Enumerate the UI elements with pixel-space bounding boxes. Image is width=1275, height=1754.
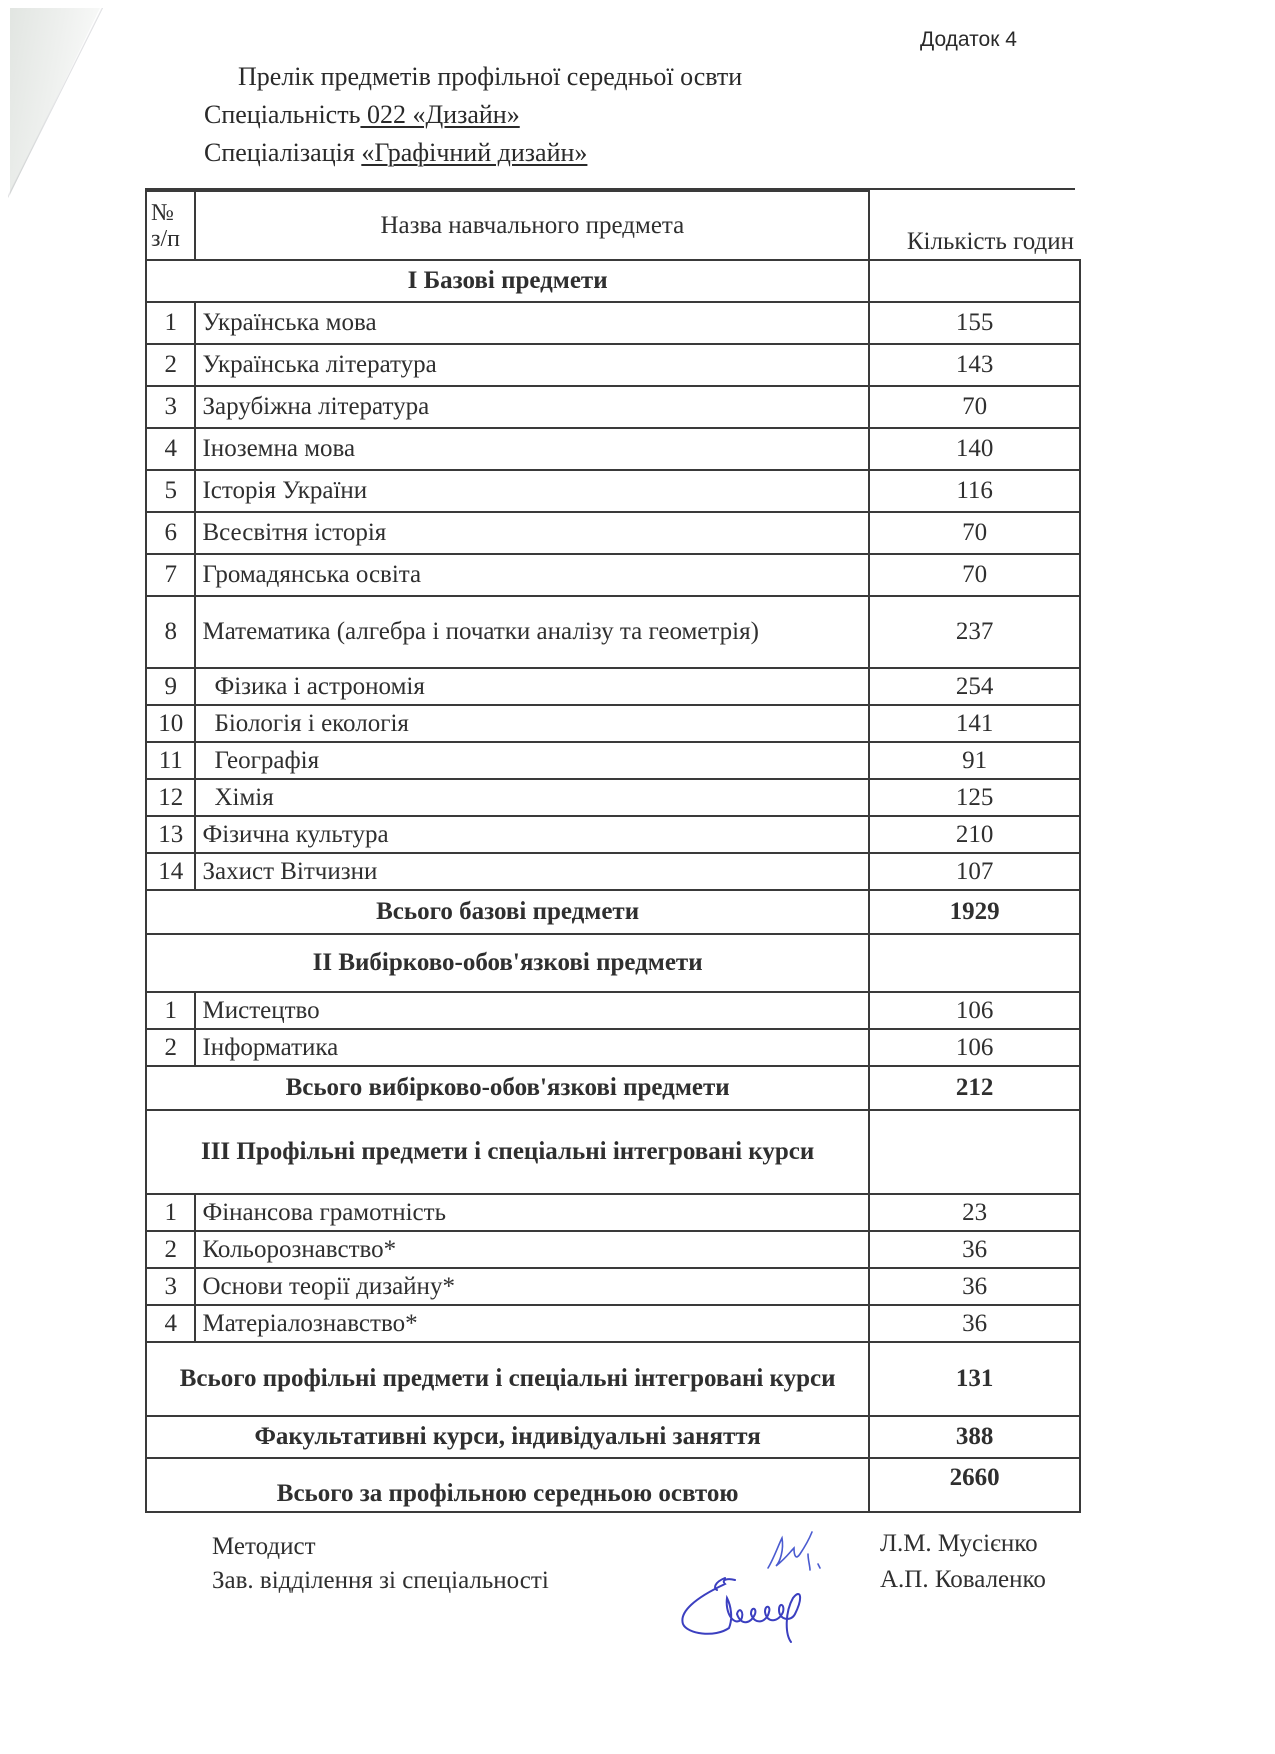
header-hours: Кількість годин bbox=[869, 191, 1080, 260]
document-title: Прелік предметів профільної середньої освти bbox=[238, 62, 743, 91]
row-hours: 23 bbox=[869, 1194, 1080, 1231]
row-subject: Громадянська освіта bbox=[195, 554, 869, 596]
table-row bbox=[146, 705, 1080, 742]
section-total-label: Всього базові предмети bbox=[146, 890, 869, 934]
specialization-label: Спеціалізація bbox=[204, 138, 362, 167]
row-subject: Іноземна мова bbox=[195, 428, 869, 470]
table-row bbox=[146, 386, 1080, 428]
row-number: 4 bbox=[146, 1305, 195, 1342]
section-title: ІІІ Профільні предмети і спеціальні інтегровані курси bbox=[146, 1110, 869, 1194]
row-hours: 237 bbox=[869, 596, 1080, 668]
row-hours: 155 bbox=[869, 302, 1080, 344]
row-number: 3 bbox=[146, 1268, 195, 1305]
section-total-row bbox=[146, 1066, 1080, 1110]
section-hours-empty bbox=[869, 934, 1080, 992]
row-subject: Захист Вітчизни bbox=[195, 853, 869, 890]
table-row bbox=[146, 1268, 1080, 1305]
header-subject-name: Назва навчального предмета bbox=[195, 191, 869, 260]
row-number: 13 bbox=[146, 816, 195, 853]
row-number: 2 bbox=[146, 1231, 195, 1268]
header-number-line1: № bbox=[151, 199, 174, 226]
section-header-row bbox=[146, 260, 1080, 302]
signatory-name-musiienko: Л.М. Мусієнко bbox=[880, 1530, 1038, 1557]
table-row bbox=[146, 344, 1080, 386]
table-row bbox=[146, 992, 1080, 1029]
row-hours: 116 bbox=[869, 470, 1080, 512]
electives-label: Факультативні курси, індивідуальні заняття bbox=[146, 1416, 869, 1458]
section-hours-empty bbox=[869, 260, 1080, 302]
row-hours: 70 bbox=[869, 512, 1080, 554]
signatory-role-methodist: Методист bbox=[212, 1533, 316, 1560]
row-subject: Фізика і астрономія bbox=[195, 668, 869, 705]
table-row bbox=[146, 742, 1080, 779]
row-number: 14 bbox=[146, 853, 195, 890]
signature-icon bbox=[675, 1568, 825, 1648]
section-total-row bbox=[146, 890, 1080, 934]
row-number: 1 bbox=[146, 302, 195, 344]
table-row bbox=[146, 470, 1080, 512]
row-number: 10 bbox=[146, 705, 195, 742]
section-header-row bbox=[146, 1110, 1080, 1194]
row-subject: Українська мова bbox=[195, 302, 869, 344]
grand-total-label: Всього за профільною середньою освтою bbox=[146, 1458, 869, 1512]
table-header-row bbox=[146, 191, 1080, 260]
row-number: 1 bbox=[146, 992, 195, 1029]
row-hours: 91 bbox=[869, 742, 1080, 779]
row-number: 12 bbox=[146, 779, 195, 816]
table-row bbox=[146, 853, 1080, 890]
table-row bbox=[146, 1305, 1080, 1342]
row-hours: 36 bbox=[869, 1305, 1080, 1342]
row-subject: Зарубіжна література bbox=[195, 386, 869, 428]
table-row bbox=[146, 1029, 1080, 1066]
row-number: 1 bbox=[146, 1194, 195, 1231]
row-subject: Історія України bbox=[195, 470, 869, 512]
electives-hours: 388 bbox=[869, 1416, 1080, 1458]
row-hours: 140 bbox=[869, 428, 1080, 470]
row-hours: 254 bbox=[869, 668, 1080, 705]
table-row bbox=[146, 512, 1080, 554]
row-hours: 106 bbox=[869, 1029, 1080, 1066]
row-number: 5 bbox=[146, 470, 195, 512]
row-subject: Матеріалознавство* bbox=[195, 1305, 869, 1342]
specialty-label: Спеціальність bbox=[204, 100, 361, 129]
row-hours: 107 bbox=[869, 853, 1080, 890]
table-row bbox=[146, 596, 1080, 668]
table-row bbox=[146, 428, 1080, 470]
row-hours: 125 bbox=[869, 779, 1080, 816]
row-number: 8 bbox=[146, 596, 195, 668]
row-subject: Всесвітня історія bbox=[195, 512, 869, 554]
section-header-row bbox=[146, 934, 1080, 992]
section-title: ІІ Вибірково-обов'язкові предмети bbox=[146, 934, 869, 992]
table-row bbox=[146, 1231, 1080, 1268]
section-total-hours: 212 bbox=[869, 1066, 1080, 1110]
section-total-row bbox=[146, 1342, 1080, 1416]
section-title: І Базові предмети bbox=[146, 260, 869, 302]
specialization-value: «Графічний дизайн» bbox=[361, 138, 588, 167]
row-subject: Фінансова грамотність bbox=[195, 1194, 869, 1231]
row-hours: 36 bbox=[869, 1231, 1080, 1268]
header-number bbox=[146, 191, 195, 260]
row-subject: Українська література bbox=[195, 344, 869, 386]
row-number: 3 bbox=[146, 386, 195, 428]
row-subject: Мистецтво bbox=[195, 992, 869, 1029]
row-subject: Інформатика bbox=[195, 1029, 869, 1066]
table-row bbox=[146, 779, 1080, 816]
section-total-label: Всього профільні предмети і спеціальні інтегровані курси bbox=[146, 1342, 869, 1416]
row-hours: 143 bbox=[869, 344, 1080, 386]
row-number: 9 bbox=[146, 668, 195, 705]
row-subject: Математика (алгебра і початки аналізу та геометрія) bbox=[195, 596, 869, 668]
section-total-hours: 1929 bbox=[869, 890, 1080, 934]
row-number: 2 bbox=[146, 344, 195, 386]
row-number: 6 bbox=[146, 512, 195, 554]
row-subject: Основи теорії дизайну* bbox=[195, 1268, 869, 1305]
row-hours: 210 bbox=[869, 816, 1080, 853]
table-row bbox=[146, 1194, 1080, 1231]
row-subject: Фізична культура bbox=[195, 816, 869, 853]
grand-total-hours: 2660 bbox=[869, 1458, 1080, 1512]
section-total-label: Всього вибірково-обов'язкові предмети bbox=[146, 1066, 869, 1110]
section-total-hours: 131 bbox=[869, 1342, 1080, 1416]
row-subject: Кольорознавство* bbox=[195, 1231, 869, 1268]
row-hours: 141 bbox=[869, 705, 1080, 742]
row-hours: 70 bbox=[869, 554, 1080, 596]
row-number: 7 bbox=[146, 554, 195, 596]
row-number: 2 bbox=[146, 1029, 195, 1066]
grand-total-row bbox=[146, 1458, 1080, 1512]
row-number: 4 bbox=[146, 428, 195, 470]
row-hours: 70 bbox=[869, 386, 1080, 428]
signatory-name-kovalenko: А.П. Коваленко bbox=[880, 1566, 1046, 1593]
table-row bbox=[146, 668, 1080, 705]
header-number-line2: з/п bbox=[151, 225, 180, 252]
section-hours-empty bbox=[869, 1110, 1080, 1194]
row-hours: 36 bbox=[869, 1268, 1080, 1305]
table-row bbox=[146, 554, 1080, 596]
appendix-label: Додаток 4 bbox=[920, 28, 1017, 51]
specialty-value: 022 «Дизайн» bbox=[360, 100, 520, 129]
specialty-line bbox=[204, 100, 520, 130]
row-subject: Біологія і екологія bbox=[195, 705, 869, 742]
row-subject: Географія bbox=[195, 742, 869, 779]
electives-row bbox=[146, 1416, 1080, 1458]
table-row bbox=[146, 302, 1080, 344]
row-hours: 106 bbox=[869, 992, 1080, 1029]
signatory-role-head: Зав. відділення зі спеціальності bbox=[212, 1567, 549, 1594]
scan-page-fold-edge bbox=[8, 8, 103, 198]
table-row bbox=[146, 816, 1080, 853]
specialization-line bbox=[204, 138, 587, 168]
row-number: 11 bbox=[146, 742, 195, 779]
row-subject: Хімія bbox=[195, 779, 869, 816]
curriculum-table bbox=[145, 190, 1081, 1513]
